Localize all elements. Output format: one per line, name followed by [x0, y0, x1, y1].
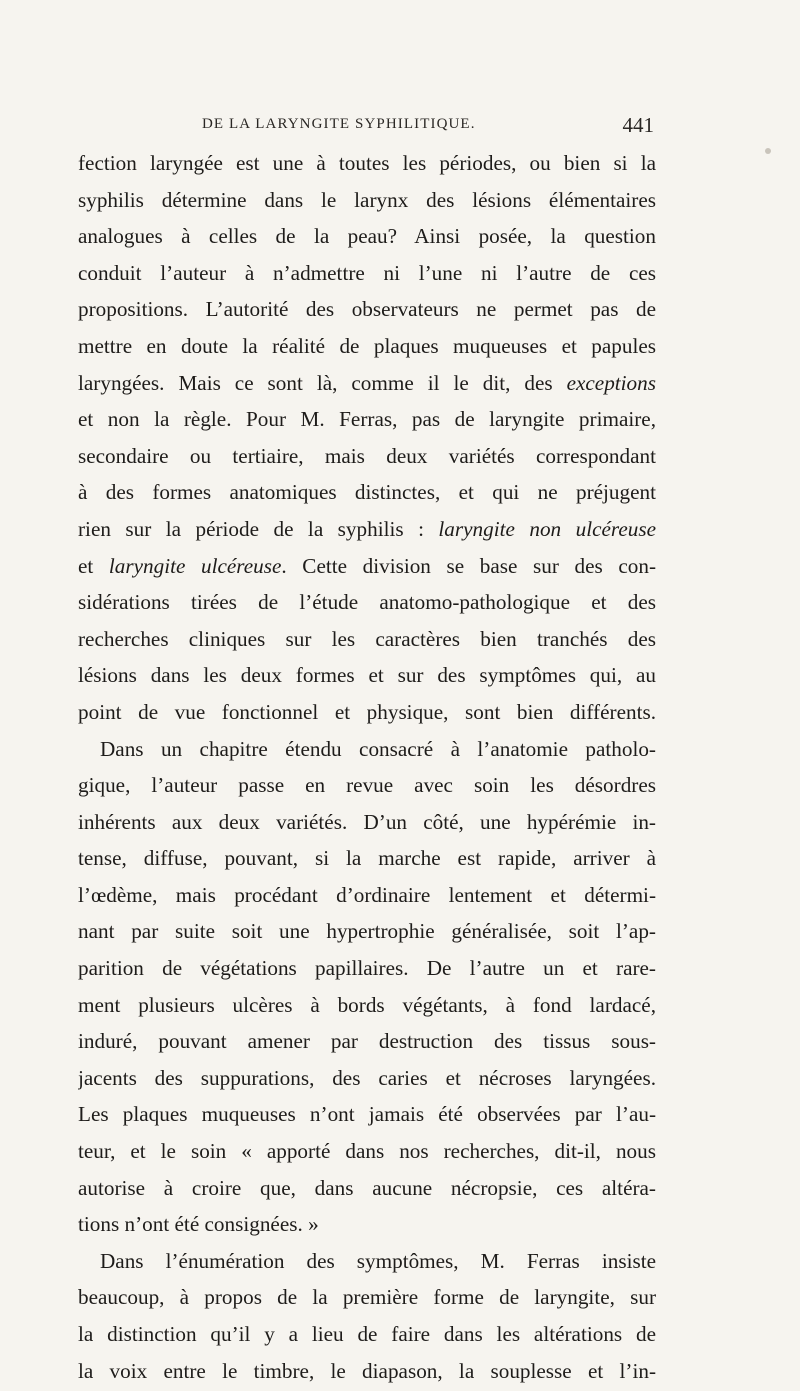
text-line: [78, 950, 656, 987]
text-run: secondaire ou tertiaire, mais deux variétés correspondant: [78, 443, 656, 468]
text-run: sidérations tirées de l’étude anatomo-pathologique et des: [78, 590, 656, 615]
text-run: inhérents aux deux variétés. D’un côté, une hypérémie in-: [78, 809, 656, 834]
text-run: rien sur la période de la syphilis :: [78, 516, 439, 541]
text-line: [78, 1023, 656, 1060]
italic-text-run: laryngite non ulcéreuse: [438, 516, 656, 541]
text-run: jacents des suppurations, des caries et nécroses laryngées.: [78, 1065, 656, 1090]
text-run: analogues à celles de la peau? Ainsi posée, la question: [78, 224, 656, 249]
text-line: [78, 1170, 656, 1207]
text-line: [78, 218, 656, 255]
text-run: tions n’ont été consignées. »: [78, 1212, 319, 1237]
text-line: [78, 548, 656, 585]
text-line: [78, 1060, 656, 1097]
running-title: DE LA LARYNGITE SYPHILITIQUE.: [202, 116, 476, 132]
text-run: beaucoup, à propos de la première forme de laryngite, sur: [78, 1285, 656, 1310]
text-run: tense, diffuse, pouvant, si la marche est rapide, arriver à: [78, 846, 656, 871]
text-line: [78, 1243, 656, 1280]
text-line: [78, 1206, 656, 1243]
text-line: [78, 657, 656, 694]
text-run: gique, l’auteur passe en revue avec soin les désordres: [78, 773, 656, 798]
text-line: [78, 1133, 656, 1170]
text-run: à des formes anatomiques distinctes, et qui ne préjugent: [78, 480, 656, 505]
text-run: Les plaques muqueuses n’ont jamais été observées par l’au-: [78, 1102, 656, 1127]
paper-speck: [765, 148, 771, 154]
text-run: et non la règle. Pour M. Ferras, pas de laryngite primaire,: [78, 407, 656, 432]
italic-text-run: laryngite ulcéreuse: [108, 553, 282, 578]
text-line: [78, 365, 656, 402]
text-run: et: [78, 553, 109, 578]
text-line: [78, 474, 656, 511]
text-line: [78, 987, 656, 1024]
text-line: [78, 1316, 656, 1353]
text-line: [78, 511, 656, 548]
text-run: recherches cliniques sur les caractères bien tranchés des: [78, 626, 656, 651]
text-line: [78, 840, 656, 877]
text-line: [78, 1353, 656, 1390]
text-run: point de vue fonctionnel et physique, sont bien différents.: [78, 699, 656, 724]
text-run: syphilis détermine dans le larynx des lésions élémentaires: [78, 187, 656, 212]
text-line: [78, 438, 656, 475]
text-run: lésions dans les deux formes et sur des symptômes qui, au: [78, 663, 656, 688]
text-run: l’œdème, mais procédant d’ordinaire lentement et détermi-: [78, 882, 656, 907]
page-header: [78, 113, 656, 143]
text-run: conduit l’auteur à n’admettre ni l’une ni l’autre de ces: [78, 260, 656, 285]
page-body-text: [78, 145, 656, 1389]
text-run: Dans un chapitre étendu consacré à l’anatomie patholo-: [100, 736, 656, 761]
text-line: [78, 913, 656, 950]
text-run: fection laryngée est une à toutes les périodes, ou bien si la: [78, 151, 656, 175]
text-line: [78, 621, 656, 658]
text-line: [78, 1096, 656, 1133]
text-line: [78, 694, 656, 731]
text-run: ment plusieurs ulcères à bords végétants, à fond lardacé,: [78, 992, 656, 1017]
text-line: [78, 877, 656, 914]
text-line: [78, 145, 656, 182]
text-run: autorise à croire que, dans aucune nécropsie, ces altéra-: [78, 1175, 656, 1200]
italic-text-run: exceptions: [566, 370, 656, 395]
page-number: 441: [622, 113, 654, 137]
text-line: [78, 767, 656, 804]
text-line: [78, 328, 656, 365]
text-run: teur, et le soin « apporté dans nos recherches, dit-il, nous: [78, 1139, 656, 1164]
text-line: [78, 1279, 656, 1316]
text-run: la distinction qu’il y a lieu de faire dans les altérations de: [78, 1322, 656, 1346]
text-run: la voix entre le timbre, le diapason, la souplesse et l’in-: [78, 1358, 656, 1383]
text-run: mettre en doute la réalité de plaques muqueuses et papules: [78, 333, 656, 358]
text-run: parition de végétations papillaires. De l’autre un et rare-: [78, 956, 656, 981]
text-line: [78, 804, 656, 841]
text-line: [78, 291, 656, 328]
text-line: [78, 584, 656, 621]
text-run: induré, pouvant amener par destruction des tissus sous-: [78, 1029, 656, 1054]
text-line: [78, 182, 656, 219]
text-run: . Cette division se base sur des con-: [281, 553, 656, 578]
text-run: propositions. L’autorité des observateurs ne permet pas de: [78, 297, 656, 322]
text-line: [78, 255, 656, 292]
text-line: [78, 401, 656, 438]
text-run: Dans l’énumération des symptômes, M. Ferras insiste: [100, 1248, 656, 1273]
text-run: laryngées. Mais ce sont là, comme il le dit, des: [78, 370, 567, 395]
text-run: nant par suite soit une hypertrophie généralisée, soit l’ap-: [78, 919, 656, 944]
text-line: [78, 731, 656, 768]
